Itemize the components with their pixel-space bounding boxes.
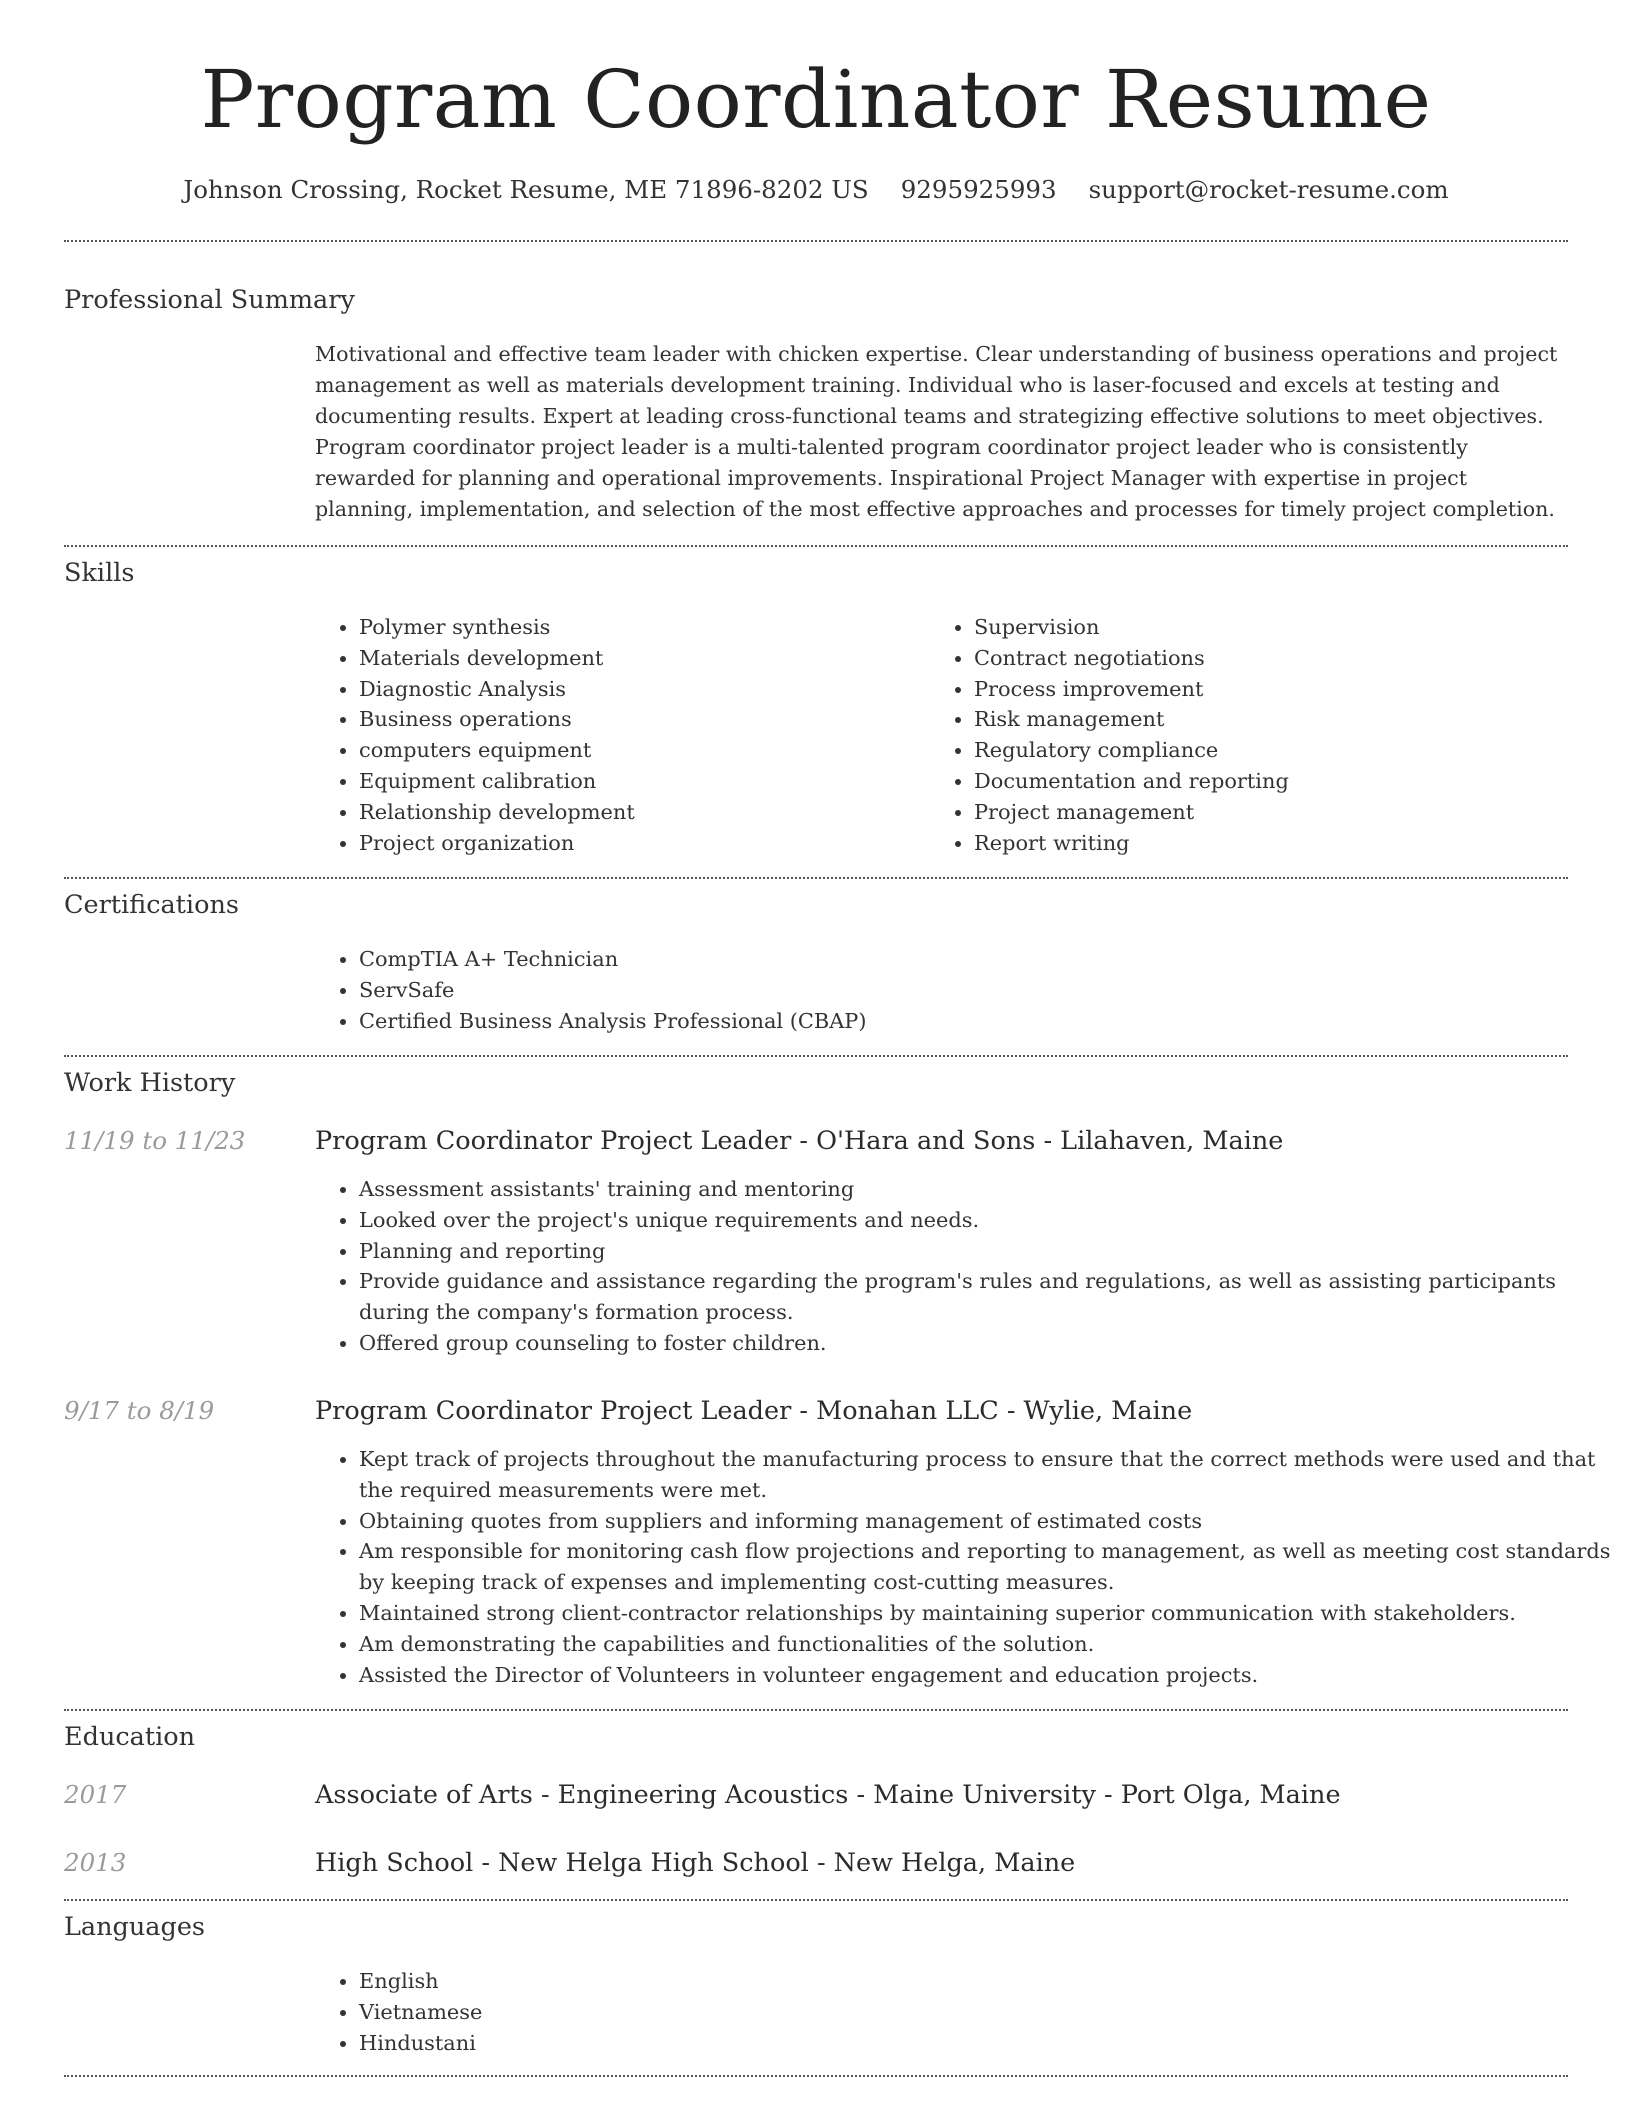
education-heading: Education (64, 1722, 196, 1752)
section-divider (64, 877, 1568, 879)
list-item: • Business operations (359, 704, 919, 735)
section-divider (64, 545, 1568, 547)
certifications-list (315, 944, 1359, 1036)
list-item: • Assisted the Director of Volunteers in volunteer engagement and education projects. (359, 1660, 1614, 1691)
contact-line (0, 170, 1632, 210)
list-item: • Equipment calibration (359, 766, 919, 797)
job-heading: Program Coordinator Project Leader - O'Hara and Sons - Lilahaven, Maine (315, 1126, 1284, 1156)
section-divider (64, 1055, 1568, 1057)
list-item: • Am demonstrating the capabilities and functionalities of the solution. (359, 1629, 1614, 1660)
list-item: • Vietnamese (359, 1997, 959, 2028)
languages-list (315, 1966, 959, 2058)
resume-title: Program Coordinator Resume (200, 53, 1432, 146)
list-item: • Maintained strong client-contractor relationships by maintaining superior communication with stakeholders. (359, 1598, 1614, 1629)
list-item: • Contract negotiations (974, 643, 1574, 674)
job-dates: 11/19 to 11/23 (64, 1126, 246, 1155)
contact-email: support@rocket-resume.com (1088, 175, 1449, 204)
list-item: • Provide guidance and assistance regarding the program's rules and regulations, as well as assisting participants during the company's formation process. (359, 1266, 1614, 1328)
contact-phone: 9295925993 (900, 175, 1057, 204)
list-item: • Hindustani (359, 2028, 959, 2059)
job-bullets (315, 1444, 1614, 1690)
list-item: • Planning and reporting (359, 1236, 1614, 1267)
job-bullets (315, 1174, 1614, 1359)
list-item: • Looked over the project's unique requirements and needs. (359, 1205, 1614, 1236)
skills-list-left (315, 612, 919, 858)
list-item: • Materials development (359, 643, 919, 674)
summary-heading: Professional Summary (64, 285, 355, 315)
list-item: • Assessment assistants' training and mentoring (359, 1174, 1614, 1205)
section-divider (64, 2075, 1568, 2077)
list-item: • CompTIA A+ Technician (359, 944, 1359, 975)
skills-heading: Skills (64, 558, 135, 588)
list-item: • Kept track of projects throughout the manufacturing process to ensure that the correct methods were used and that the required measurements were met. (359, 1444, 1614, 1506)
list-item: • Project management (974, 797, 1574, 828)
list-item: • Relationship development (359, 797, 919, 828)
list-item: • computers equipment (359, 735, 919, 766)
list-item: • Polymer synthesis (359, 612, 919, 643)
list-item: • Report writing (974, 828, 1574, 859)
section-divider (64, 1709, 1568, 1711)
list-item: • Certified Business Analysis Professional (CBAP) (359, 1006, 1359, 1037)
certifications-heading: Certifications (64, 890, 239, 920)
education-year: 2013 (64, 1848, 127, 1877)
education-heading-line: High School - New Helga High School - New Helga, Maine (315, 1848, 1076, 1878)
list-item: • Diagnostic Analysis (359, 674, 919, 705)
job-dates: 9/17 to 8/19 (64, 1396, 215, 1425)
section-divider (64, 240, 1568, 242)
list-item: • Obtaining quotes from suppliers and informing management of estimated costs (359, 1506, 1614, 1537)
list-item: • Documentation and reporting (974, 766, 1574, 797)
contact-address: Johnson Crossing, Rocket Resume, ME 71896-8202 US (183, 175, 869, 204)
list-item: • Risk management (974, 704, 1574, 735)
languages-heading: Languages (64, 1912, 206, 1942)
education-heading-line: Associate of Arts - Engineering Acoustics - Maine University - Port Olga, Maine (315, 1780, 1341, 1810)
section-divider (64, 1899, 1568, 1901)
list-item: • Process improvement (974, 674, 1574, 705)
skills-list-right (930, 612, 1574, 858)
list-item: • Regulatory compliance (974, 735, 1574, 766)
list-item: • Am responsible for monitoring cash flow projections and reporting to management, as well as meeting cost standards by keeping track of expenses and implementing cost-cutting measures. (359, 1536, 1614, 1598)
list-item: • Supervision (974, 612, 1574, 643)
work-history-heading: Work History (64, 1068, 236, 1098)
list-item: • Offered group counseling to foster children. (359, 1328, 1614, 1359)
list-item: • English (359, 1966, 959, 1997)
list-item: • Project organization (359, 828, 919, 859)
summary-text: Motivational and effective team leader with chicken expertise. Clear understanding of business operations and project management as well as materials development training. Individual who is laser-focused and excels at testing and documenting results. Expert at leading cross-functional teams and strategizing effective solutions to meet objectives. Program coordinator project leader is a multi-talented program coordinator project leader who is consistently rewarded for planning and operational improvements. Inspirational Project Manager with expertise in project planning, implementation, and selection of the most effective approaches and processes for timely project completion. (315, 342, 1558, 521)
education-year: 2017 (64, 1780, 127, 1809)
job-heading: Program Coordinator Project Leader - Monahan LLC - Wylie, Maine (315, 1396, 1193, 1426)
list-item: • ServSafe (359, 975, 1359, 1006)
